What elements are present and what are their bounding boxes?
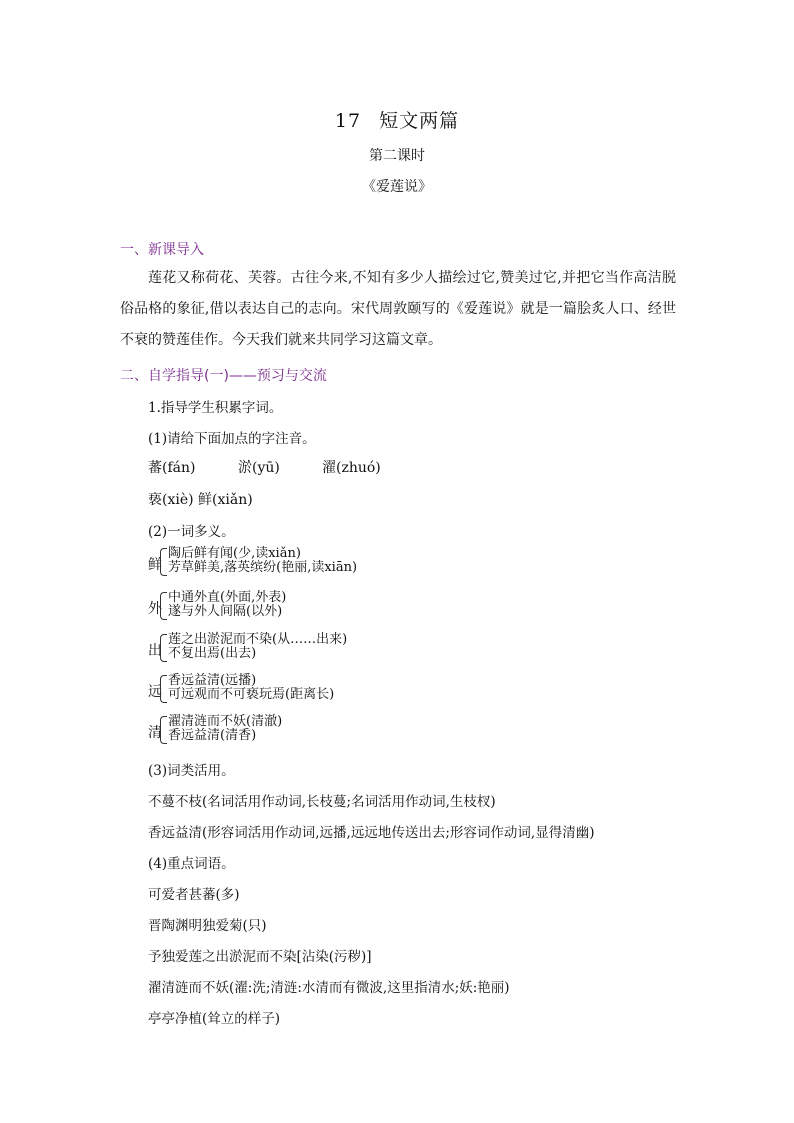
key-word-item: 予独爱莲之出淤泥而不染[沾染(污秽)] (148, 949, 372, 965)
polysemy-line: 遂与外人间隔(以外) (168, 604, 283, 619)
sub4-text: (4)重点词语。 (148, 856, 235, 872)
conversion-item: 不蔓不枝(名词活用作动词,长枝蔓;名词活用作动词,生枝杈) (148, 794, 496, 810)
polysemy-line: 中通外直(外面,外表) (168, 590, 287, 605)
pinyin-item: 濯(zhuó) (322, 460, 381, 476)
lesson-number: 17 (334, 110, 362, 132)
conversion-item: 香远益清(形容词活用作动词,远播,远远地传送出去;形容词作动词,显得清幽) (148, 825, 595, 841)
key-word-item: 濯清涟而不妖(濯:洗;清涟:水清而有微波,这里指清水;妖:艳丽) (148, 980, 510, 996)
text-title: 《爱莲说》 (362, 179, 432, 195)
section1-paragraph: 莲花又称荷花、芙蓉。古往今来,不知有多少人描绘过它,赞美过它,并把它当作高洁脱俗品格的象征,借以表达自己的志向。宋代周敦颐写的《爱莲说》就是一篇脍炙人口、经世不衰的赞莲佳作。今天我们就来共同学习这篇文章。 (120, 270, 676, 348)
polysemy-char: 清 (148, 725, 162, 741)
item1-text: 1.指导学生积累字词。 (148, 400, 283, 416)
section2-heading: 二、自学指导(一)——预习与交流 (120, 368, 327, 384)
polysemy-line: 香远益清(远播) (168, 673, 257, 688)
pinyin-item: 淤(yū) (238, 460, 280, 476)
polysemy-line: 芳草鲜美,落英缤纷(艳丽,读xiān) (168, 560, 358, 575)
polysemy-entry (148, 714, 448, 746)
polysemy-char: 远 (148, 684, 162, 700)
page-title (0, 106, 794, 133)
sub1-text: (1)请给下面加点的字注音。 (148, 431, 316, 447)
polysemy-char: 鲜 (148, 557, 162, 573)
pinyin-row2: 亵(xiè) 鲜(xiǎn) (148, 492, 253, 508)
brace-icon (160, 716, 167, 744)
polysemy-entry (148, 590, 448, 622)
lesson-period: 第二课时 (369, 148, 425, 164)
brace-icon (160, 592, 167, 620)
polysemy-line: 香远益清(清香) (168, 728, 257, 743)
section1-heading: 一、新课导入 (120, 242, 204, 258)
key-word-item: 亭亭净植(耸立的样子) (148, 1011, 281, 1027)
polysemy-entry (148, 673, 448, 705)
key-word-item: 可爱者甚蕃(多) (148, 887, 240, 903)
sub3-text: (3)词类活用。 (148, 763, 235, 779)
polysemy-char: 外 (148, 601, 162, 617)
polysemy-char: 出 (148, 643, 162, 659)
polysemy-line: 陶后鲜有闻(少,读xiǎn) (168, 546, 301, 561)
brace-icon (160, 548, 167, 576)
lesson-title: 短文两篇 (379, 110, 460, 132)
polysemy-line: 濯清涟而不妖(清澈) (168, 714, 283, 729)
polysemy-entry (148, 546, 448, 578)
pinyin-item: 蕃(fán) (148, 460, 196, 476)
polysemy-line: 莲之出淤泥而不染(从……出来) (168, 632, 348, 647)
brace-icon (160, 675, 167, 703)
key-word-item: 晋陶渊明独爱菊(只) (148, 918, 267, 934)
polysemy-line: 可远观而不可亵玩焉(距离长) (168, 687, 335, 702)
polysemy-line: 不复出焉(出去) (168, 646, 257, 661)
polysemy-entry (148, 632, 448, 664)
brace-icon (160, 634, 167, 662)
sub2-text: (2)一词多义。 (148, 524, 235, 540)
